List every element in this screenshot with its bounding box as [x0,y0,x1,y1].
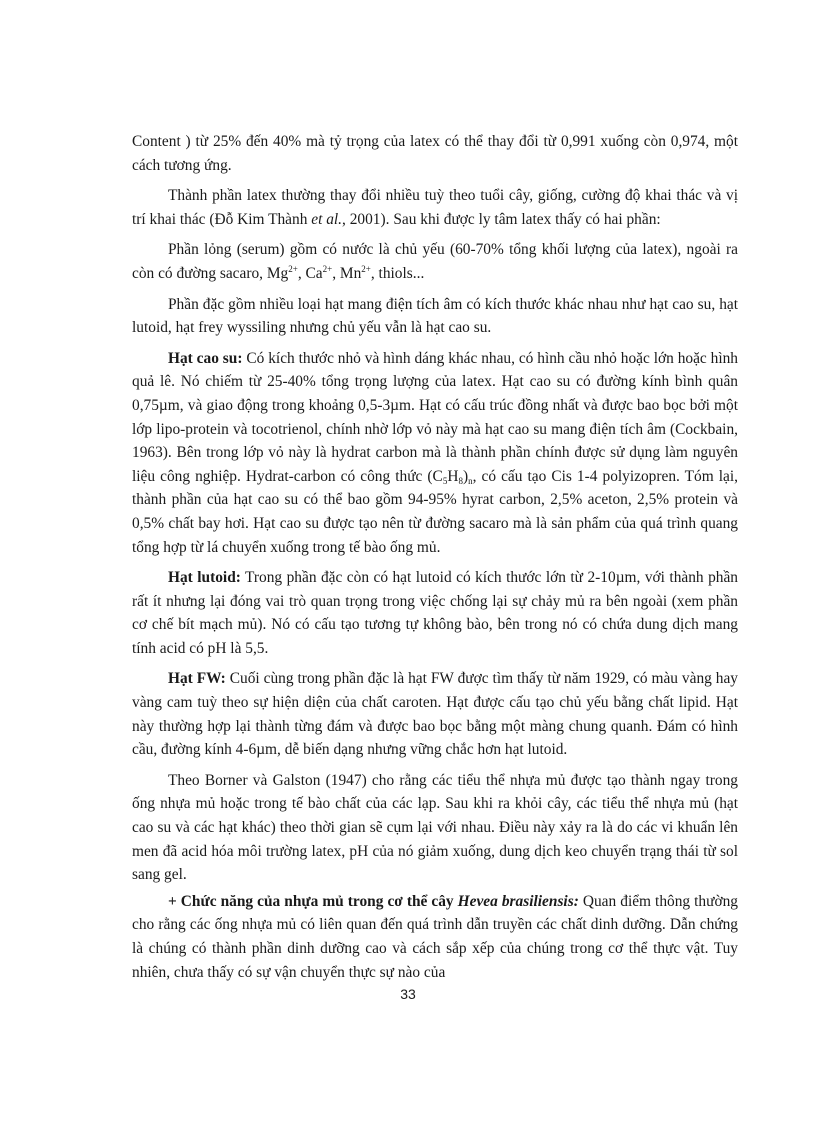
heading-rubber-particles: Hạt cao su: [168,349,243,367]
paragraph-latex-composition: Thành phần latex thường thay đổi nhiều tuỳ theo tuổi cây, giống, cường độ khai thác và vị trí khai thác (Đỗ Kim Thành et al., 2001). Sau khi được ly tâm latex thấy có hai phần: [132,187,738,228]
page-number: 33 [400,986,416,1002]
paragraph-borner-galston: Theo Borner và Galston (1947) cho rằng các tiểu thể nhựa mủ được tạo thành ngay trong ống nhựa mủ hoặc trong tế bào chất của các lạp. Sau khi ra khỏi cây, các tiểu thể nhựa mủ (hạt cao su và các hạt khác) theo thời gian sẽ cụm lại với nhau. Điều này xảy ra là do các vi khuẩn lên men đã acid hóa môi trường latex, pH của nó giảm xuống, dung dịch keo chuyển trạng thái từ sol sang gel. [132,771,738,884]
heading-latex-function: + Chức năng của nhựa mủ trong cơ thể cây [168,892,458,910]
paragraph-lutoid: Hạt lutoid: Trong phần đặc còn có hạt lutoid có kích thước lớn từ 2-10µm, với thành phần rất ít nhưng lại đóng vai trò quan trọng trong việc chống lại sự chảy mủ ra bên ngoài (xem phần cơ chế bít mạch mủ). Nó có cấu tạo tương tự không bào, bên trong nó có chứa dung dịch mang tính acid có pH là 5,5. [132,569,738,657]
paragraph-solid-phase: Phần đặc gồm nhiều loại hạt mang điện tích âm có kích thước khác nhau như hạt cao su, hạt lutoid, hạt frey wyssiling nhưng chủ yếu vẫn là hạt cao su. [132,295,738,337]
paragraph-fw-particles: Hạt FW: Cuối cùng trong phần đặc là hạt FW được tìm thấy từ năm 1929, có màu vàng hay vàng cam tuỳ theo sự hiện diện của chất caroten. Hạt được cấu tạo chủ yếu bằng chất lipid. Hạt này thường hợp lại thành từng đám và được bao bọc bằng một màng chung quanh. Đám có hình cầu, đường kính 4-6µm, dễ biến dạng nhưng vững chắc hơn hạt lutoid. [132,670,738,759]
heading-lutoid: Hạt lutoid: [168,569,241,587]
citation-et-al: et al. [311,210,343,228]
body-text [132,130,738,984]
paragraph-rubber-particles: Hạt cao su: Có kích thước nhỏ và hình dáng khác nhau, có hình cầu nhỏ hoặc lớn hoặc hình quả lê. Nó chiếm từ 25-40% tổng trọng lượng của latex. Hạt cao su có đường kính bình quân 0,75µm, và giao động trong khoảng 0,5-3µm. Hạt có cấu trúc đồng nhất và được bao bọc bởi một lớp lipo-protein và tocotrienol, chính nhờ lớp vỏ này mà hạt cao su mang điện tích âm (Cockbain, 1963). Bên trong lớp vỏ này là hydrat carbon mà là thành phần chính được sử dụng làm nguyên liệu công nghiệp. Hydrat-carbon có công thức $(C_5H_8)_n$, có cấu tạo Cis 1-4 polyizopren. Tóm lại, thành phần của hạt cao su có thể bao gồm 94-95% hyrat carbon, 2,5% aceton, 2,5% protein và 0,5% chất bay hơi. Hạt cao su được tạo nên từ đường sacaro mà là sản phẩm của quá trình quang tổng hợp từ lá chuyển xuống trong tế bào ống mủ. [132,349,738,556]
paragraph-latex-function: + Chức năng của nhựa mủ trong cơ thể cây Hevea brasiliensis: Quan điểm thông thường cho rằng các ống nhựa mủ có liên quan đến quá trình dẫn truyền các chất dinh dưỡng. Dẫn chứng là chúng có thành phần dinh dưỡng cao và cách sắp xếp của chúng trong cơ thể thực vật. Tuy nhiên, chưa thấy có sự vận chuyển thực sự nào của [132,892,738,981]
species-name: Hevea brasiliensis: [457,892,579,910]
heading-fw: Hạt FW: [168,670,226,688]
paragraph-content-density: Content ) từ 25% đến 40% mà tỷ trọng của latex có thể thay đổi từ 0,991 xuống còn 0,974, một cách tương ứng. [132,133,738,174]
paragraph-serum: Phần lỏng (serum) gồm có nước là chủ yếu (60-70% tổng khối lượng của latex), ngoài ra còn có đường sacaro, $Mg^{2+}$, $Ca^{2+}$, $Mn^{2+}$, thiols... [132,241,738,282]
